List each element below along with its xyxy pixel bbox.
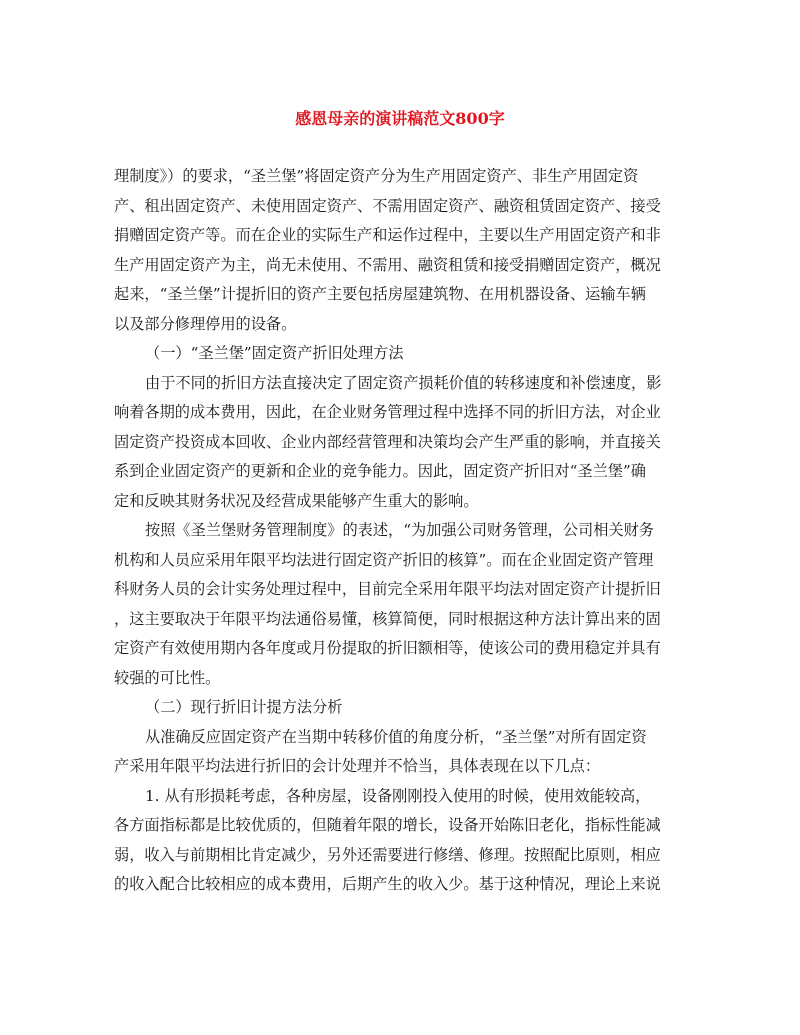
text-line: （一）“圣兰堡”固定资产折旧处理方法	[145, 344, 404, 362]
text-line: 定资产有效使用期内各年度或月份提取的折旧额相等，使该公司的费用稳定并具有	[114, 639, 661, 657]
text-line: 起来，“圣兰堡”计提折旧的资产主要包括房屋建筑物、在用机器设备、运输车辆	[114, 285, 646, 303]
text-line: 机构和人员应采用年限平均法进行固定资产折旧的核算”。而在企业固定资产管理	[114, 550, 654, 569]
text-line: 科财务人员的会计实务处理过程中，目前完全采用年限平均法对固定资产计提折旧	[114, 580, 661, 598]
text-line: 从准确反应固定资产在当期中转移价值的角度分析，“圣兰堡”对所有固定资	[145, 727, 647, 746]
text-line: 弱，收入与前期相比肯定减少，另外还需要进行修缮、修理。按照配比原则，相应	[114, 845, 661, 864]
text-line: 响着各期的成本费用，因此，在企业财务管理过程中选择不同的折旧方法，对企业	[114, 403, 661, 421]
text-line: 生产用固定资产为主，尚无未使用、不需用、融资租赁和接受捐赠固定资产，概况	[114, 255, 661, 274]
text-line: 的收入配合比较相应的成本费用，后期产生的收入少。基于这种情况，理论上来说	[114, 875, 661, 893]
text-line: 产、租出固定资产、未使用固定资产、不需用固定资产、融资租赁固定资产、接受	[114, 196, 661, 215]
text-line: 定和反映其财务状况及经营成果能够产生重大的影响。	[114, 491, 479, 510]
text-line: 以及部分修理停用的设备。	[114, 314, 297, 333]
text-line: （二）现行折旧计提方法分析	[145, 698, 343, 716]
document-title: 感恩母亲的演讲稿范文800字	[295, 109, 505, 128]
text-line: 由于不同的折旧方法直接决定了固定资产损耗价值的转移速度和补偿速度，影	[145, 373, 662, 392]
text-line: 各方面指标都是比较优质的，但随着年限的增长，设备开始陈旧老化，指标性能减	[114, 816, 661, 834]
text-line: 捐赠固定资产等。而在企业的实际生产和运作过程中，主要以生产用固定资产和非	[114, 226, 661, 244]
document-body	[114, 162, 694, 900]
text-line: 产采用年限平均法进行折旧的会计处理并不恰当，具体表现在以下几点：	[114, 757, 600, 775]
text-line: 较强的可比性。	[114, 668, 221, 687]
text-line: ，这主要取决于年限平均法通俗易懂，核算简便，同时根据这种方法计算出来的固	[114, 609, 661, 628]
text-line: 1. 从有形损耗考虑，各种房屋，设备刚刚投入使用的时候，使用效能较高，	[145, 786, 651, 805]
text-line: 按照《圣兰堡财务管理制度》的表述，“为加强公司财务管理，公司相关财务	[145, 521, 654, 539]
text-line: 固定资产投资成本回收、企业内部经营管理和决策均会产生严重的影响，并直接关	[114, 432, 661, 451]
text-line: 系到企业固定资产的更新和企业的竞争能力。因此，固定资产折旧对“圣兰堡”确	[114, 462, 646, 480]
text-line: 理制度》）的要求，“圣兰堡”将固定资产分为生产用固定资产、非生产用固定资	[114, 167, 639, 185]
